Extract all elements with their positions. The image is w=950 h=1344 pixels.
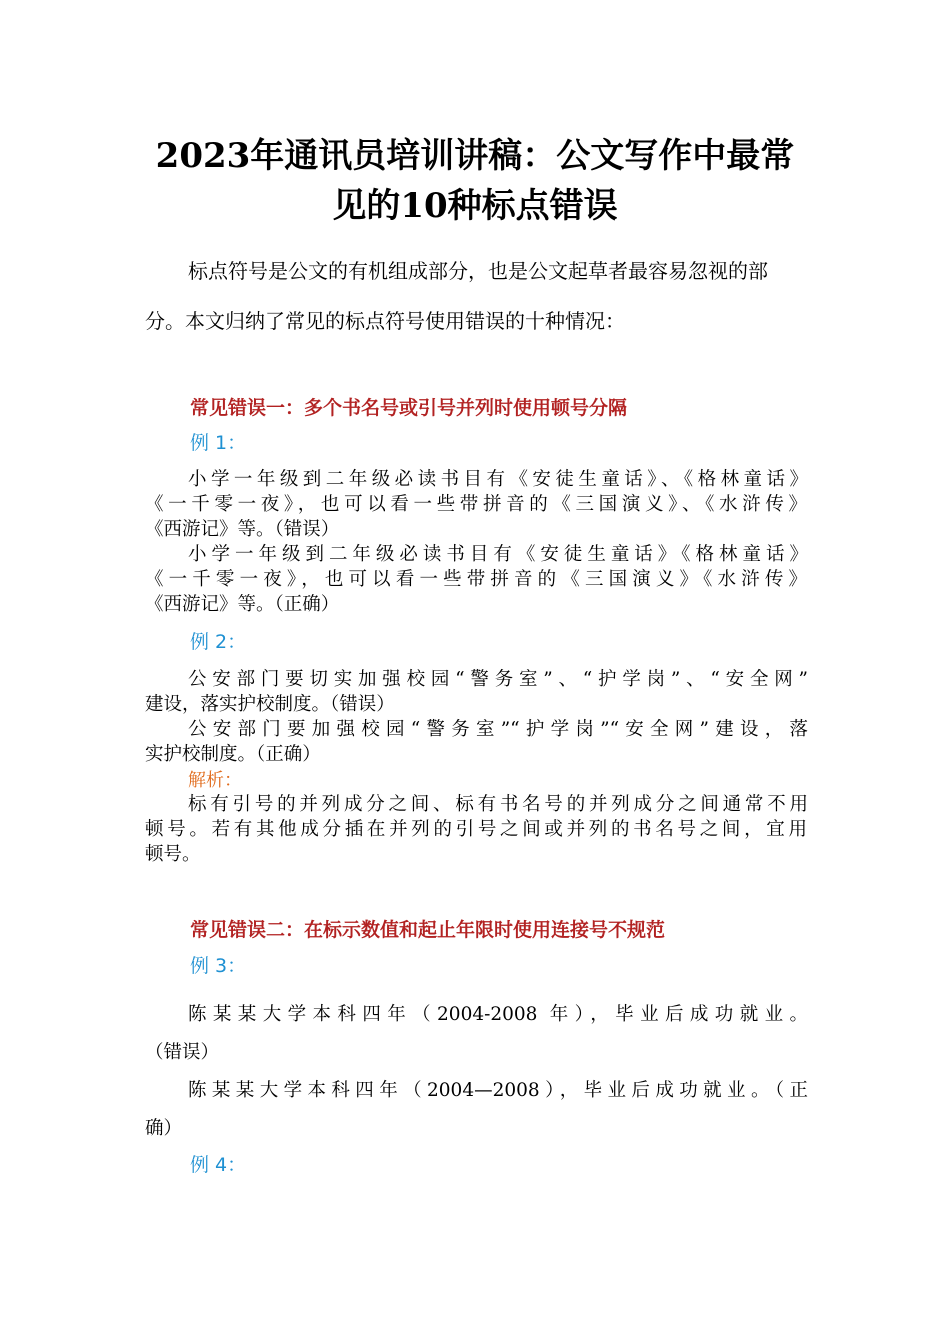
document-title-line-2: 见的10种标点错误 — [332, 186, 618, 226]
analysis-line: 标有引号的并列成分之间、标有书名号的并列成分之间通常不用 — [188, 794, 808, 815]
section-1-heading: 常见错误一：多个书名号或引号并列时使用顿号分隔 — [190, 397, 628, 419]
example-1-line: 《一千零一夜》，也可以看一些带拼音的《三国演义》、《水浒传》 — [145, 494, 807, 515]
example-1-label: 例 1： — [190, 432, 247, 454]
example-1-line: 小学一年级到二年级必读书目有《安徒生童话》《格林童话》 — [188, 544, 808, 565]
example-1-line: 《一千零一夜》，也可以看一些带拼音的《三国演义》《水浒传》 — [145, 569, 807, 590]
example-3-line: （错误） — [145, 1042, 220, 1063]
analysis-line: 顿号。若有其他成分插在并列的引号之间或并列的书名号之间，宜用 — [145, 819, 807, 840]
intro-paragraph-line-2: 分。本文归纳了常见的标点符号使用错误的十种情况： — [145, 309, 625, 333]
example-1-line: 《西游记》等。（错误） — [145, 519, 340, 540]
example-3-label: 例 3： — [190, 955, 247, 977]
example-2-line: 公安部门要加强校园“警务室”“护学岗”“安全网”建设，落 — [188, 719, 808, 740]
example-3-line: 确） — [145, 1118, 183, 1139]
example-2-line: 公安部门要切实加强校园“警务室”、“护学岗”、“安全网” — [188, 669, 808, 690]
analysis-label: 解析： — [188, 770, 242, 791]
example-1-line: 小学一年级到二年级必读书目有《安徒生童话》、《格林童话》 — [188, 469, 808, 490]
example-3-line: 陈某某大学本科四年（2004-2008 年），毕业后成功就业。 — [188, 1004, 808, 1025]
example-4-label: 例 4： — [190, 1154, 247, 1176]
example-3-line: 陈某某大学本科四年（2004—2008），毕业后成功就业。（正 — [188, 1080, 808, 1101]
analysis-line: 顿号。 — [145, 844, 201, 865]
intro-paragraph-line-1: 标点符号是公文的有机组成部分，也是公文起草者最容易忽视的部 — [188, 259, 768, 283]
example-1-line: 《西游记》等。（正确） — [145, 594, 340, 615]
document-title-line-1: 2023年通讯员培训讲稿：公文写作中最常 — [155, 136, 795, 176]
section-2-heading: 常见错误二：在标示数值和起止年限时使用连接号不规范 — [190, 919, 666, 941]
example-2-line: 建设，落实护校制度。（错误） — [145, 694, 395, 715]
example-2-line: 实护校制度。（正确） — [145, 744, 321, 765]
example-2-label: 例 2： — [190, 631, 247, 653]
